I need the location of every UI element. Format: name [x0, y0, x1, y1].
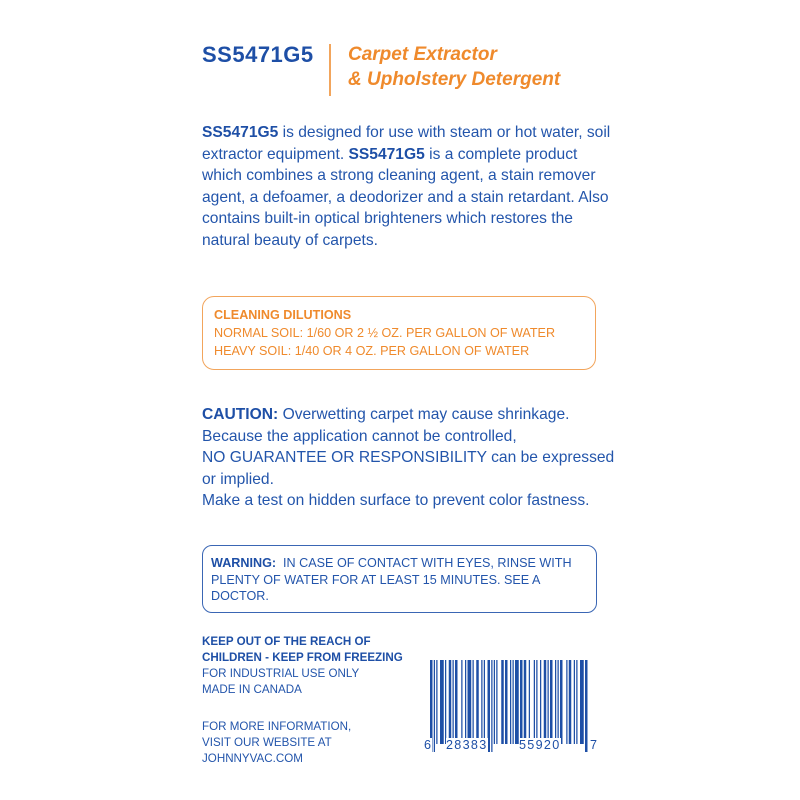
barcode-bar — [455, 660, 458, 744]
barcode-group-2: 55920 — [519, 738, 561, 752]
barcode-bar — [550, 660, 553, 744]
barcode-bar — [473, 660, 474, 744]
barcode-bar — [468, 660, 472, 744]
barcode-bar — [540, 660, 541, 744]
barcode-bar — [434, 660, 435, 752]
description-text-2: is a complete product which combines a strong cleaning agent, a stain remover agent, a defoamer, a deodorizer and a stain retardant. Also contains built-in optical brighteners which restores the natural beauty of carpets. — [202, 145, 609, 249]
barcode-bar — [481, 660, 482, 744]
barcode-group-1: 28383 — [446, 738, 488, 752]
barcode-bar — [445, 660, 446, 744]
barcode-bar — [536, 660, 537, 744]
barcode-bar — [436, 660, 437, 744]
barcode-bar — [529, 660, 530, 744]
warning-label: WARNING: — [211, 556, 277, 570]
barcode-bar — [449, 660, 452, 744]
product-code: SS5471G5 — [202, 42, 314, 67]
product-name-line-1: Carpet Extractor — [348, 44, 497, 65]
description-code-1: SS5471G5 — [202, 124, 279, 141]
barcode-bar — [505, 660, 508, 744]
product-name-line-2: & Upholstery Detergent — [348, 69, 561, 90]
barcode-bar — [491, 660, 492, 752]
industrial-use-notice: FOR INDUSTRIAL USE ONLY — [202, 667, 360, 680]
product-description — [202, 122, 612, 251]
caution-section — [202, 404, 622, 512]
dilution-normal-soil: NORMAL SOIL: 1/60 OR 2 ½ OZ. PER GALLON OF WATER — [214, 326, 556, 340]
barcode-bar — [524, 660, 527, 744]
barcode-bar — [515, 660, 519, 744]
barcode-bar — [461, 660, 462, 744]
barcode-bar — [558, 660, 559, 744]
barcode-bar — [510, 660, 511, 744]
product-name — [348, 42, 560, 92]
made-in-notice: MADE IN CANADA — [202, 683, 302, 696]
caution-line-3: NO GUARANTEE OR RESPONSIBILITY can be expressed or implied. — [202, 449, 615, 488]
barcode-bar — [513, 660, 514, 744]
dilution-heavy-soil: HEAVY SOIL: 1/40 OR 4 OZ. PER GALLON OF WATER — [214, 344, 530, 358]
barcode-bar — [476, 660, 479, 744]
description-text-1: is designed for use with steam or hot water, soil extractor equipment. — [202, 124, 611, 163]
barcode-digit-right: 7 — [590, 738, 599, 752]
keep-away-line-1: KEEP OUT OF THE REACH OF — [202, 635, 371, 648]
barcode-bar — [555, 660, 556, 744]
caution-line-4: Make a test on hidden surface to prevent color fastness. — [202, 492, 590, 509]
warning-box — [202, 545, 597, 613]
barcode-bar — [585, 660, 588, 752]
barcode-bar — [548, 660, 549, 744]
barcode-bar — [488, 660, 491, 752]
caution-line-2: Because the application cannot be controlled, — [202, 427, 517, 445]
barcode-bar — [440, 660, 444, 744]
barcode-bar — [501, 660, 504, 744]
barcode-bar — [496, 660, 497, 744]
barcode-bar — [494, 660, 495, 744]
keep-away-line-2: CHILDREN - KEEP FROM FREEZING — [202, 651, 403, 664]
barcode-bar — [566, 660, 567, 744]
barcode-bar — [534, 660, 535, 744]
warning-text: IN CASE OF CONTACT WITH EYES, RINSE WITH PLENTY OF WATER FOR AT LEAST 15 MINUTES. SEE A DOCTOR. — [211, 556, 576, 603]
header-divider — [329, 44, 331, 96]
description-code-2: SS5471G5 — [348, 145, 425, 163]
caution-label: CAUTION: — [202, 406, 279, 423]
barcode-bar — [465, 660, 466, 744]
barcode-bar — [484, 660, 485, 744]
barcode-bar — [520, 660, 523, 744]
barcode-bar — [576, 660, 577, 744]
info-line-1: FOR MORE INFORMATION, — [202, 720, 352, 733]
barcode-bar — [574, 660, 575, 744]
dilutions-title: CLEANING DILUTIONS — [214, 308, 352, 322]
website-link[interactable]: JOHNNYVAC.COM — [202, 752, 303, 765]
barcode-bar — [560, 660, 563, 744]
barcode-bar — [569, 660, 572, 744]
barcode-bar — [580, 660, 584, 744]
barcode-digit-left: 6 — [424, 738, 433, 752]
info-line-2: VISIT OUR WEBSITE AT — [202, 736, 332, 749]
barcode-bar — [544, 660, 547, 744]
label-footer — [202, 634, 422, 767]
caution-line-1: Overwetting carpet may cause shrinkage. — [278, 406, 570, 423]
barcode-bar — [453, 660, 454, 744]
cleaning-dilutions-box — [202, 296, 596, 370]
